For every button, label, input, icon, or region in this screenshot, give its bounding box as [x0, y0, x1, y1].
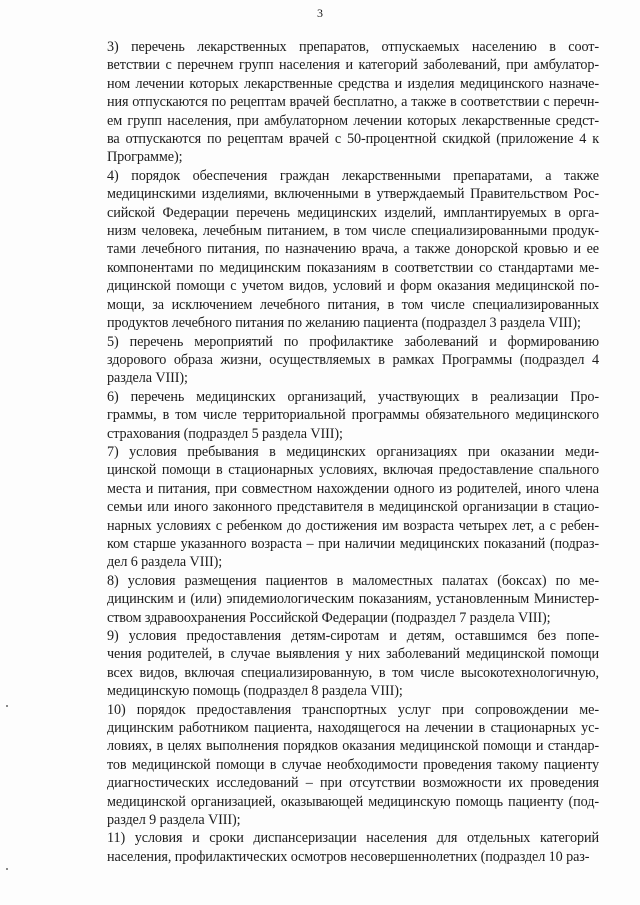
text-line: дицинским и (или) эпидемиологическим показаниям, установленным Министер- — [107, 591, 599, 608]
list-item — [71, 829, 599, 866]
text-line: раздела VIII); — [107, 370, 188, 387]
text-line: мощи, за исключением лечебного питания, в том числе специализированных — [107, 296, 599, 313]
text-line: компонентами по медицинским показаниям в соответствии со стандартами ме- — [107, 259, 599, 276]
scan-edge-mark — [6, 868, 8, 870]
text-line: дицинской помощи с учетом видов, условий и форм оказания медицинской по- — [107, 278, 599, 295]
text-line: тами лечебного питания, по назначению врача, а также донорской кровью и ее — [107, 241, 599, 258]
text-line: цинской помощи в стационарных условиях, включая предоставление спального — [107, 462, 599, 479]
text-line: продуктов лечебного питания по желанию пациента (подраздел 3 раздела VIII); — [107, 315, 581, 332]
text-line: ком старше указанного возраста – при наличии медицинских показаний (подраз- — [107, 535, 599, 552]
text-line: ловиях, в целях выполнения порядков оказания медицинской помощи и стандар- — [107, 738, 599, 755]
text-line: 10) порядок предоставления транспортных услуг при сопровождении ме- — [107, 701, 599, 718]
list-item — [71, 333, 599, 388]
text-line: места и питания, при совместном нахождении одного из родителей, иного члена — [107, 480, 599, 497]
text-line: здорового образа жизни, осуществляемых в рамках Программы (подраздел 4 — [107, 351, 599, 368]
text-line: раздел 9 раздела VIII); — [107, 812, 241, 829]
text-line: ем групп населения, при амбулаторном лечении которых лекарственные средст- — [107, 112, 599, 129]
text-line: семьи или иного законного представителя в медицинской организации в стацио- — [107, 499, 599, 516]
text-line: 9) условия предоставления детям-сиротам и детям, оставшимся без попе- — [107, 628, 599, 644]
text-line: медицинскими изделиями, включенными в утверждаемый Правительством Рос- — [107, 186, 599, 203]
text-line: дицинским работником пациента, находящегося на лечении в стационарных ус- — [107, 720, 599, 737]
text-line: 4) порядок обеспечения граждан лекарственными препаратами, а также — [107, 167, 599, 184]
text-line: диагностических исследований – при отсутствии возможности их проведения — [107, 775, 599, 792]
list-item — [71, 38, 599, 167]
text-line: тов медицинской помощи в случае необходимости проведения такому пациенту — [107, 756, 599, 773]
text-line: чения родителей, в случае выявления у них заболеваний медицинской помощи — [107, 646, 599, 663]
document-body — [71, 38, 599, 866]
list-item — [71, 443, 599, 572]
text-line: медицинскую помощь (подраздел 8 раздела VIII); — [107, 683, 403, 700]
text-line: граммы, в том числе территориальной программы обязательного медицинского — [107, 407, 599, 424]
list-item — [71, 627, 599, 701]
text-line: ном лечении которых лекарственные средства и изделия медицинского назначе- — [107, 75, 599, 92]
text-line: ва отпускаются по рецептам врачей с 50-процентной скидкой (приложение 4 к — [107, 131, 599, 148]
scan-edge-mark — [6, 705, 8, 707]
list-item — [71, 572, 599, 627]
text-line: Программе); — [107, 149, 183, 166]
text-line: 7) условия пребывания в медицинских организациях при оказании меди- — [107, 443, 599, 460]
text-line: ветствии с перечнем групп населения и категорий заболеваний, при амбулатор- — [107, 57, 599, 74]
text-line: 11) условия и сроки диспансеризации населения для отдельных категорий — [107, 830, 599, 847]
text-line: нарных условиях с ребенком до достижения им возраста четырех лет, а с ребен- — [107, 517, 599, 534]
text-line: страхования (подраздел 5 раздела VIII); — [107, 425, 343, 442]
text-line: всех видов, включая специализированную, в том числе высокотехнологичную, — [107, 664, 599, 681]
list-item — [71, 388, 599, 443]
text-line: 5) перечень мероприятий по профилактике заболеваний и формированию — [107, 333, 599, 350]
text-line: медицинской организацией, оказывающей медицинскую помощь пациенту (под- — [107, 793, 599, 810]
text-line: 8) условия размещения пациентов в маломестных палатах (боксах) по ме- — [107, 572, 599, 589]
text-line: 6) перечень медицинских организаций, участвующих в реализации Про- — [107, 388, 599, 405]
text-line: сийской Федерации перечень медицинских изделий, имплантируемых в орга- — [107, 204, 599, 221]
list-item — [71, 701, 599, 830]
text-line: ния отпускаются по рецептам врачей бесплатно, а также в соответствии с перечн- — [107, 94, 599, 111]
page-number: 3 — [317, 6, 323, 20]
text-line: 3) перечень лекарственных препаратов, отпускаемых населению в соот- — [107, 39, 599, 55]
text-line: населения, профилактических осмотров несовершеннолетних (подраздел 10 раз- — [107, 848, 590, 865]
list-item — [71, 167, 599, 333]
text-line: низм человека, лечебным питанием, в том числе специализированными продук- — [107, 223, 599, 240]
text-line: дел 6 раздела VIII); — [107, 554, 223, 571]
text-line: ством здравоохранения Российской Федерации (подраздел 7 раздела VIII); — [107, 609, 551, 626]
